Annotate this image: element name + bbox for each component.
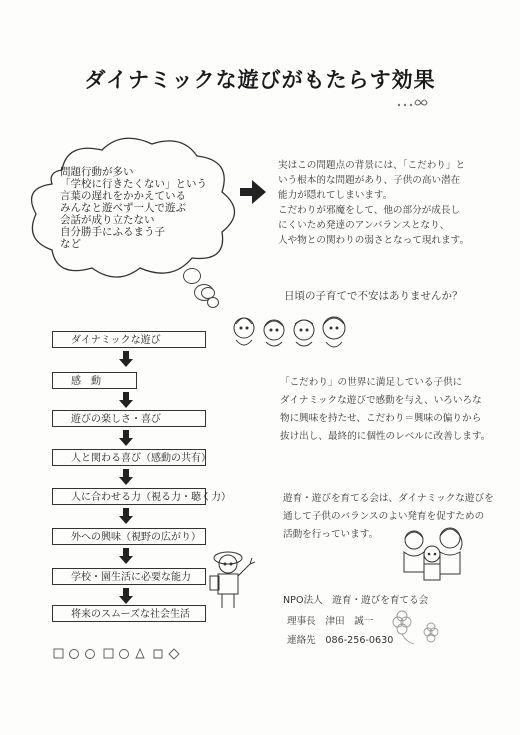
house-icon [54, 649, 63, 658]
flower-icon [169, 649, 179, 659]
page-title: ダイナミックな遊びがもたらす効果 [84, 68, 436, 92]
org-contact: 連絡先 086-256-0630 [287, 635, 394, 646]
flow-step: 学校・園生活に必要な能力 [52, 568, 206, 585]
family-illustration [394, 526, 472, 588]
org-name: NPO法人 遊育・遊びを育てる会 [283, 595, 429, 606]
problem-line: 問題行動が多い [60, 166, 134, 178]
explanation-line: 人や物との関わりの弱さとなって現れます。 [278, 235, 470, 246]
bear-icon [70, 650, 79, 659]
flower-icon [86, 650, 95, 659]
problem-line: など [60, 238, 81, 250]
hand-icon [154, 650, 162, 658]
problems-list [60, 166, 207, 250]
right-arrow-icon [240, 180, 266, 204]
flow-step: 遊びの楽しさ・喜び [52, 410, 206, 427]
thought-bubble [183, 268, 201, 284]
down-arrow-icon [119, 548, 133, 564]
activity-line: 通して子供のバランスのよい発育を促すための [283, 511, 485, 522]
down-arrow-icon [119, 430, 133, 446]
thought-bubble [207, 297, 219, 308]
decorative-icon-row [52, 646, 192, 660]
problem-line: 会話が成り立たない [60, 214, 155, 226]
kodawari-line: 抜け出し、最終的に個性のレベルに改善します。 [280, 431, 491, 442]
house-icon [104, 649, 113, 658]
explanation-line: こだわりが邪魔をして、他の部分が成長し [278, 205, 461, 216]
problem-line: 言葉の遅れをかかえている [60, 190, 186, 202]
sun-icon [120, 650, 129, 659]
kodawari-line: 物に興味を持たせ、こだわり＝興味の偏りから [280, 413, 482, 424]
flow-step: 将来のスムーズな社会生活 [52, 605, 206, 622]
flow-step: ダイナミックな遊び [52, 331, 206, 348]
child-illustration [206, 546, 258, 614]
question-text: 日頃の子育てで不安はありませんか？ [284, 290, 463, 302]
flow-step: 人と関わる喜び（感動の共有） [52, 449, 206, 466]
activity-line: 遊育・遊びを育てる会は、ダイナミックな遊びを [283, 493, 494, 504]
flow-step: 人に合わせる力（視る力・聴く力） [52, 488, 206, 505]
problem-line: みんなと遊べず一人で遊ぶ [60, 202, 186, 214]
cat-icon [136, 649, 144, 658]
children-illustration [228, 312, 356, 354]
explanation-line: 実はこの問題点の背景には、「こだわり」と [278, 160, 466, 171]
kodawari-line: 「こだわり」の世界に満足している子供に [280, 377, 463, 388]
butterfly-icon [395, 96, 435, 110]
kodawari-line: ダイナミックな遊びで感動を与え、いろいろな [280, 395, 482, 406]
down-arrow-icon [119, 351, 133, 367]
down-arrow-icon [119, 469, 133, 485]
problem-line: 自分勝手にふるまう子 [60, 226, 165, 238]
explanation-line: にくいため発達のアンバランスとなり、 [278, 220, 450, 231]
explanation-line: 能力が隠れてしまいます。 [278, 190, 393, 201]
down-arrow-icon [119, 508, 133, 524]
flower-doodle-icon [384, 610, 446, 646]
activity-line: 活動を行っています。 [283, 529, 379, 540]
flow-step: 感 動 [52, 372, 137, 389]
problem-line: 「学校に行きたくない」という [60, 178, 207, 190]
flow-step: 外への興味（視野の広がり） [52, 528, 206, 545]
down-arrow-icon [119, 392, 133, 408]
org-chair: 理事長 津田 誠一 [287, 616, 374, 627]
explanation-line: いう根本的な問題があり、子供の高い潜在 [278, 175, 461, 186]
down-arrow-icon [119, 588, 133, 604]
